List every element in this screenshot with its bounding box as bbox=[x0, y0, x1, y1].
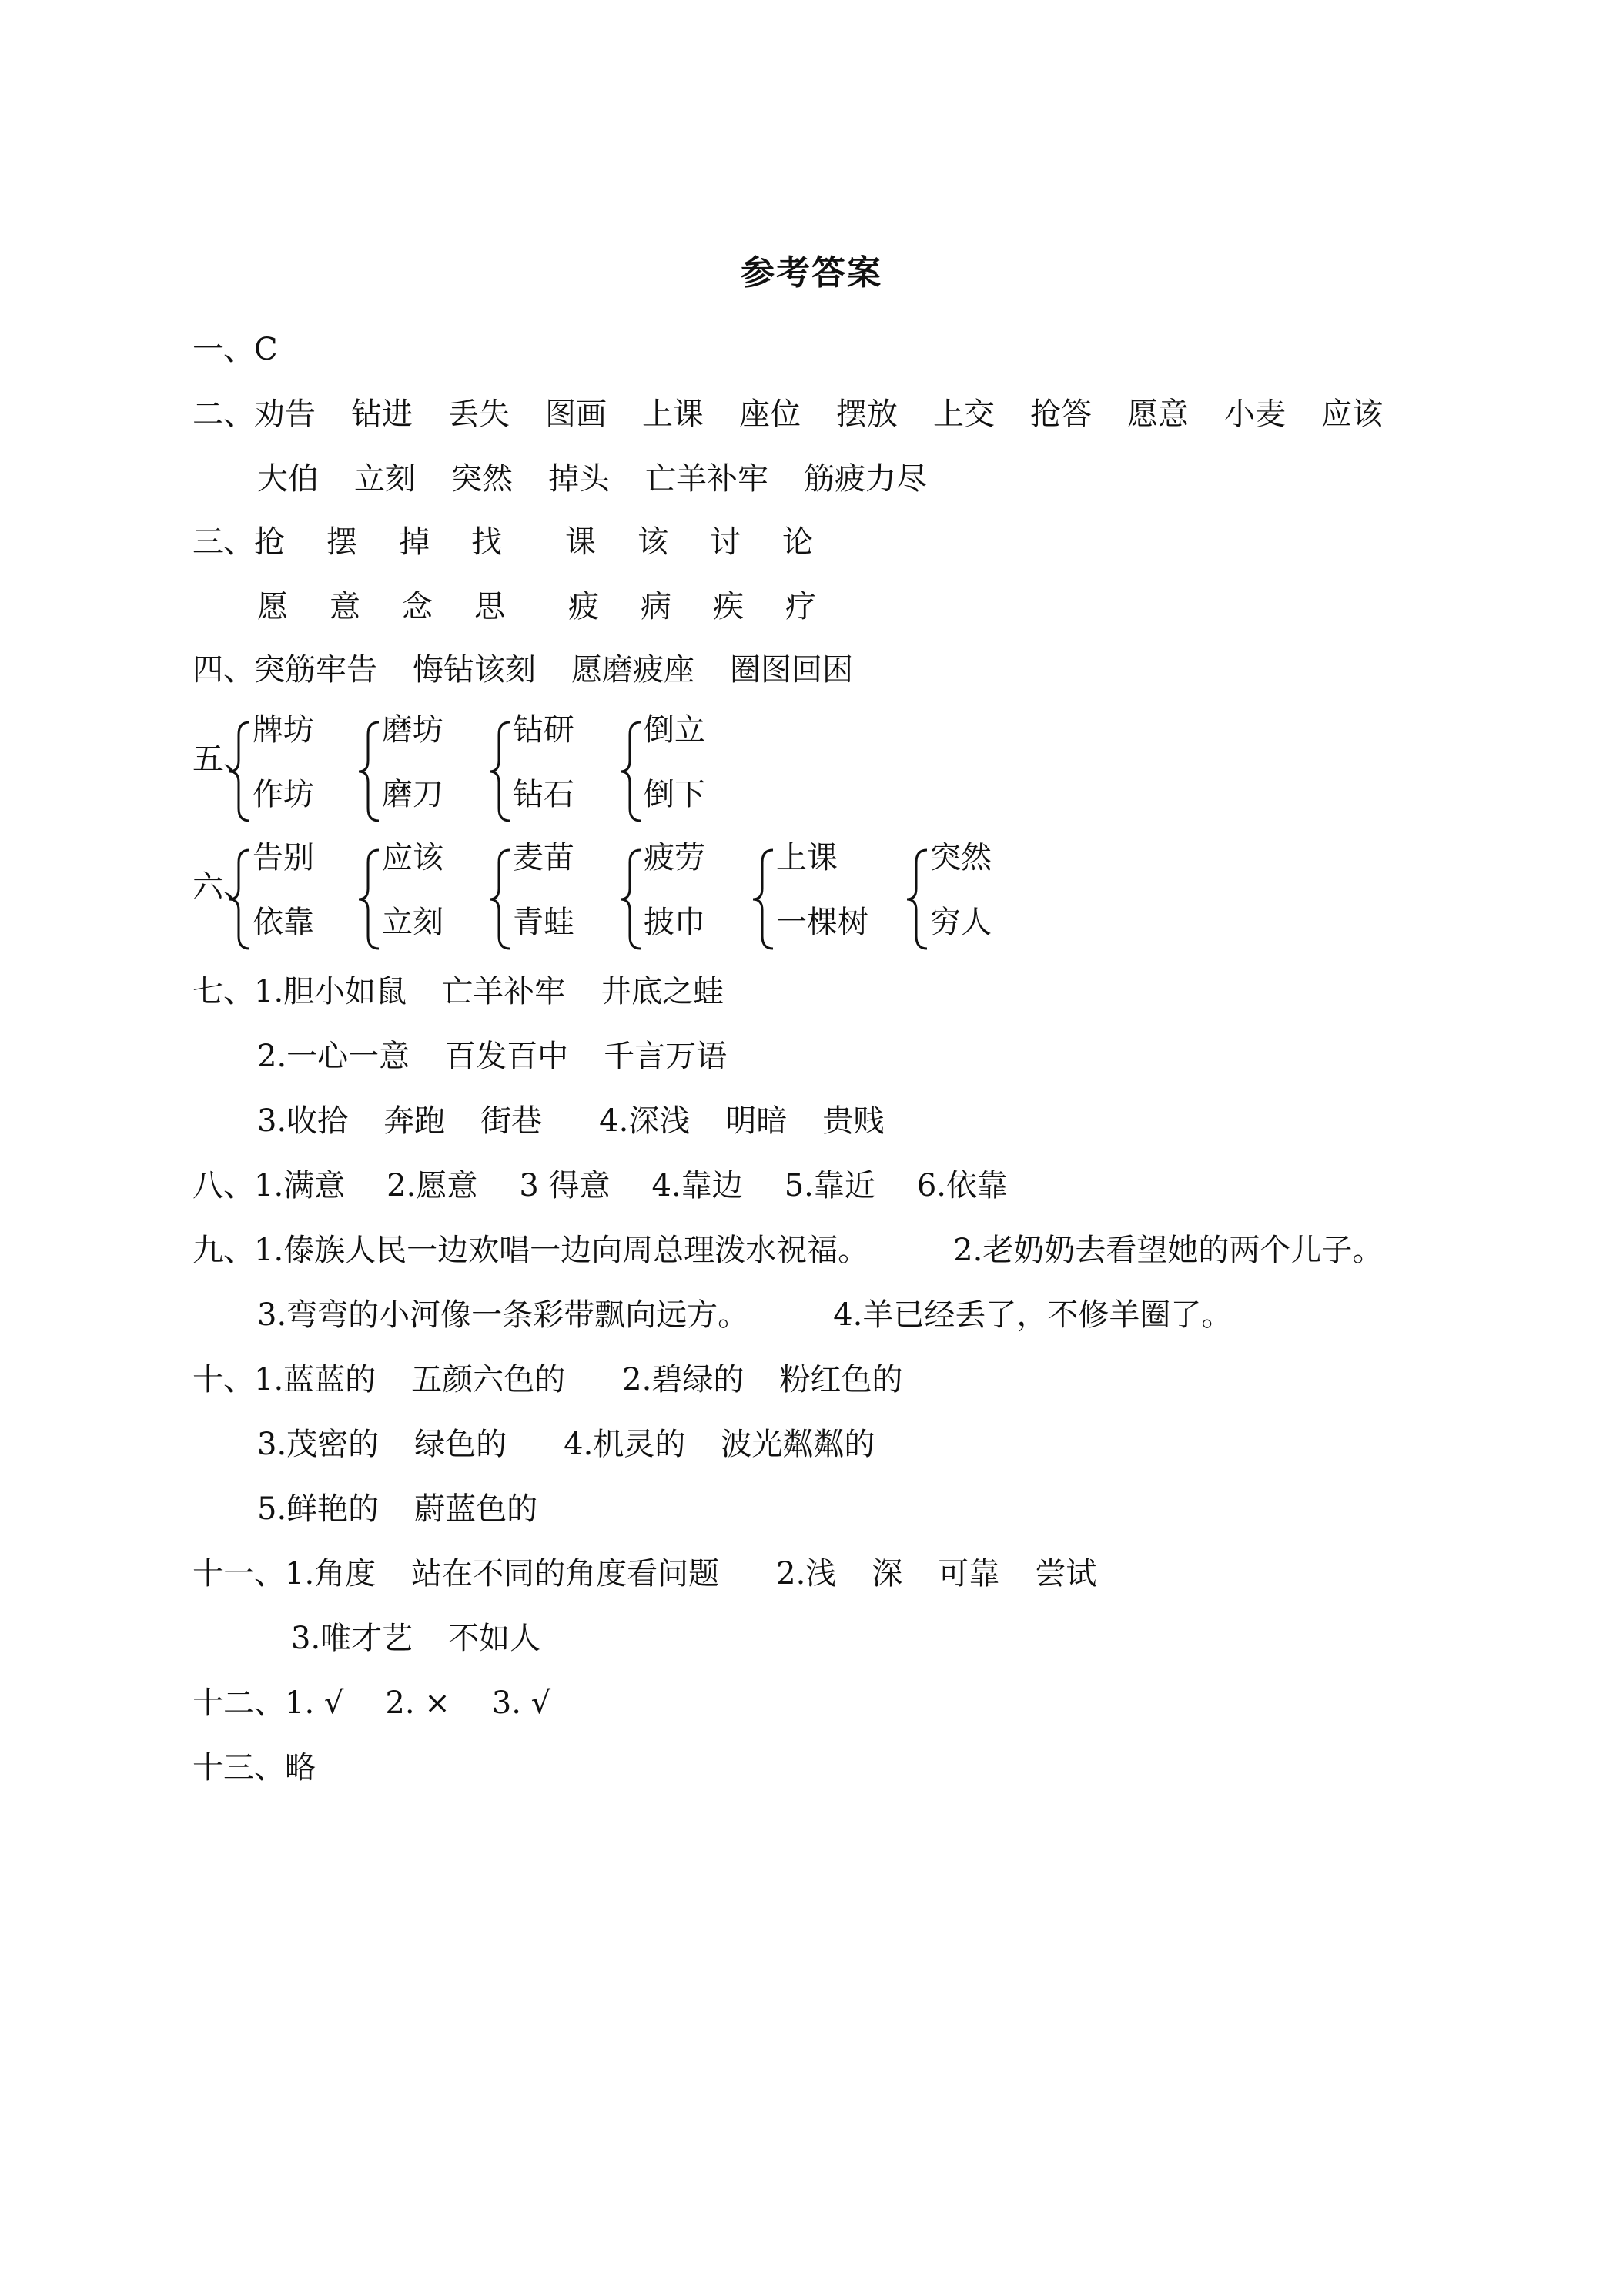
answer-2-line-2 bbox=[257, 457, 927, 500]
word: 5.靠近 bbox=[784, 1168, 875, 1203]
word: 上交 bbox=[933, 397, 995, 432]
answer-10-line-2 bbox=[257, 1423, 875, 1466]
brace-icon bbox=[750, 845, 776, 953]
word: 明暗 bbox=[725, 1103, 788, 1139]
char: 疲 bbox=[568, 589, 599, 624]
answer-5 bbox=[192, 708, 778, 838]
answer-3-label: 三、 bbox=[192, 524, 254, 560]
phrase: 3.茂密的 bbox=[257, 1427, 380, 1462]
answer-9-line-2 bbox=[257, 1294, 1317, 1337]
brace-icon bbox=[617, 845, 644, 953]
answer-10-line-1 bbox=[192, 1358, 902, 1401]
phrase: 可靠 bbox=[938, 1556, 1000, 1591]
answer-7-line-3 bbox=[257, 1099, 884, 1143]
phrase: 2.浅 bbox=[776, 1556, 837, 1591]
brace-icon bbox=[356, 718, 382, 825]
brace-icon bbox=[226, 845, 253, 953]
phrase: 5.鲜艳的 bbox=[257, 1491, 380, 1527]
pair-top: 麦苗 bbox=[513, 840, 574, 875]
answer-4-label: 四、 bbox=[192, 652, 254, 688]
word: 筋疲力尽 bbox=[804, 461, 927, 497]
char: 愿 bbox=[257, 589, 288, 624]
word: 丢失 bbox=[448, 397, 510, 432]
phrase: 粉红色的 bbox=[779, 1362, 903, 1397]
brace-icon bbox=[904, 845, 930, 953]
answer-8 bbox=[192, 1164, 1008, 1207]
sentence: 3.弯弯的小河像一条彩带飘向远方。 bbox=[257, 1297, 749, 1333]
pair-bottom: 穷人 bbox=[930, 905, 992, 940]
pair-bottom: 披巾 bbox=[644, 905, 705, 940]
char: 找 bbox=[471, 524, 502, 560]
word: 3 得意 bbox=[519, 1168, 611, 1203]
pair-bottom: 磨刀 bbox=[382, 777, 443, 812]
answer-2-line-1 bbox=[192, 393, 1383, 436]
word: 6.依靠 bbox=[916, 1168, 1009, 1203]
pair-top: 疲劳 bbox=[644, 840, 705, 875]
word: 2.愿意 bbox=[387, 1168, 478, 1203]
pair-bottom: 立刻 bbox=[382, 905, 443, 940]
answer-12 bbox=[192, 1682, 550, 1725]
char-group: 愿磨疲座 bbox=[571, 652, 694, 688]
answer-8-label: 八、 bbox=[192, 1168, 254, 1203]
answer-9-label: 九、 bbox=[192, 1233, 254, 1268]
answer-4 bbox=[192, 648, 853, 691]
pair-bottom: 依靠 bbox=[253, 905, 314, 940]
char: 疗 bbox=[785, 589, 816, 624]
answer-13-text: 十三、略 bbox=[192, 1750, 316, 1786]
answer-12-label: 十二、 bbox=[192, 1685, 285, 1721]
phrase: 蔚蓝色的 bbox=[414, 1491, 538, 1527]
answer-1-text: 一、C bbox=[192, 332, 278, 367]
idiom: 亡羊补牢 bbox=[442, 974, 566, 1009]
word: 劝告 bbox=[254, 397, 316, 432]
word: 抢答 bbox=[1030, 397, 1092, 432]
char-group: 悔钻该刻 bbox=[413, 652, 536, 688]
answer-11-line-1 bbox=[192, 1552, 1096, 1595]
answer-5-label: 五、 bbox=[192, 741, 254, 777]
phrase: 绿色的 bbox=[414, 1427, 507, 1462]
idiom: 千言万语 bbox=[604, 1039, 728, 1074]
word: 应该 bbox=[1321, 397, 1383, 432]
phrase: 深 bbox=[872, 1556, 903, 1591]
phrase: 3.唯才艺 bbox=[291, 1621, 413, 1656]
sentence: 2.老奶奶去看望她的两个儿子。 bbox=[953, 1233, 1384, 1268]
pair-top: 应该 bbox=[382, 840, 443, 875]
answer-3-line-2 bbox=[257, 585, 858, 628]
word: 小麦 bbox=[1224, 397, 1286, 432]
char: 病 bbox=[641, 589, 671, 624]
brace-icon bbox=[617, 718, 644, 825]
idiom: 井底之蛙 bbox=[601, 974, 724, 1009]
answer-3-line-1 bbox=[192, 520, 855, 564]
pair-bottom: 倒下 bbox=[644, 777, 705, 812]
char: 抢 bbox=[254, 524, 285, 560]
pair-top: 上课 bbox=[776, 840, 838, 875]
answer-7-label: 七、 bbox=[192, 974, 254, 1009]
phrase: 4.机灵的 bbox=[564, 1427, 686, 1462]
answer-7-line-1 bbox=[192, 970, 724, 1013]
char: 课 bbox=[565, 524, 596, 560]
pair-top: 牌坊 bbox=[253, 712, 314, 748]
char: 掉 bbox=[399, 524, 430, 560]
word: 上课 bbox=[642, 397, 704, 432]
word: 突然 bbox=[451, 461, 513, 497]
pair-bottom: 作坊 bbox=[253, 777, 314, 812]
word: 大伯 bbox=[257, 461, 319, 497]
word: 贵贱 bbox=[822, 1103, 885, 1139]
char: 思 bbox=[474, 589, 505, 624]
brace-icon bbox=[226, 718, 253, 825]
word: 街巷 bbox=[480, 1103, 543, 1139]
phrase: 不如人 bbox=[448, 1621, 541, 1656]
word: 1.满意 bbox=[254, 1168, 346, 1203]
char: 该 bbox=[637, 524, 668, 560]
judgement: 2. × bbox=[385, 1685, 450, 1721]
phrase: 2.碧绿的 bbox=[622, 1362, 745, 1397]
idiom: 2.一心一意 bbox=[257, 1039, 410, 1074]
word: 钻进 bbox=[351, 397, 413, 432]
page-title: 参考答案 bbox=[741, 253, 882, 293]
word: 亡羊补牢 bbox=[645, 461, 768, 497]
phrase: 五颜六色的 bbox=[411, 1362, 566, 1397]
answer-6-label: 六、 bbox=[192, 869, 254, 905]
brace-icon bbox=[487, 845, 513, 953]
answer-13 bbox=[192, 1746, 316, 1789]
char: 讨 bbox=[710, 524, 741, 560]
pair-top: 告别 bbox=[253, 840, 314, 875]
sentence: 4.羊已经丢了，不修羊圈了。 bbox=[833, 1297, 1233, 1333]
char-group: 突筋牢告 bbox=[254, 652, 377, 688]
pair-bottom: 钻石 bbox=[513, 777, 574, 812]
word: 奔跑 bbox=[383, 1103, 446, 1139]
char-group: 圈图回困 bbox=[730, 652, 853, 688]
word: 4.靠边 bbox=[651, 1168, 743, 1203]
answer-2-label: 二、 bbox=[192, 397, 254, 432]
judgement: 1. √ bbox=[285, 1685, 344, 1721]
phrase: 波光粼粼的 bbox=[721, 1427, 875, 1462]
word: 4.深浅 bbox=[599, 1103, 691, 1139]
char: 论 bbox=[782, 524, 813, 560]
answer-10-line-3 bbox=[257, 1488, 537, 1531]
pair-top: 突然 bbox=[930, 840, 992, 875]
answer-11-label: 十一、 bbox=[192, 1556, 285, 1591]
brace-icon bbox=[487, 718, 513, 825]
word: 摆放 bbox=[836, 397, 898, 432]
sentence: 1.傣族人民一边欢唱一边向周总理泼水祝福。 bbox=[254, 1233, 869, 1268]
phrase: 尝试 bbox=[1035, 1556, 1097, 1591]
phrase: 1.蓝蓝的 bbox=[254, 1362, 376, 1397]
word: 图画 bbox=[545, 397, 607, 432]
word: 掉头 bbox=[548, 461, 610, 497]
answer-9-line-1 bbox=[192, 1229, 1467, 1272]
idiom: 1.胆小如鼠 bbox=[254, 974, 407, 1009]
answer-10-label: 十、 bbox=[192, 1362, 254, 1397]
phrase: 站在不同的角度看问题 bbox=[411, 1556, 720, 1591]
pair-bottom: 青蛙 bbox=[513, 905, 574, 940]
pair-bottom: 一棵树 bbox=[776, 905, 868, 940]
answer-1 bbox=[192, 328, 278, 371]
char: 疾 bbox=[713, 589, 744, 624]
word: 3.收拾 bbox=[257, 1103, 349, 1139]
char: 念 bbox=[402, 589, 433, 624]
brace-icon bbox=[356, 845, 382, 953]
pair-top: 倒立 bbox=[644, 712, 705, 748]
idiom: 百发百中 bbox=[445, 1039, 569, 1074]
word: 愿意 bbox=[1127, 397, 1189, 432]
word: 座位 bbox=[739, 397, 801, 432]
phrase: 1.角度 bbox=[285, 1556, 376, 1591]
pair-top: 磨坊 bbox=[382, 712, 443, 748]
char: 意 bbox=[330, 589, 360, 624]
word: 立刻 bbox=[354, 461, 416, 497]
judgement: 3. √ bbox=[491, 1685, 551, 1721]
pair-top: 钻研 bbox=[513, 712, 574, 748]
answer-7-line-2 bbox=[257, 1035, 727, 1078]
answer-11-line-2 bbox=[291, 1617, 540, 1660]
char: 摆 bbox=[326, 524, 357, 560]
answer-6 bbox=[192, 836, 1055, 966]
